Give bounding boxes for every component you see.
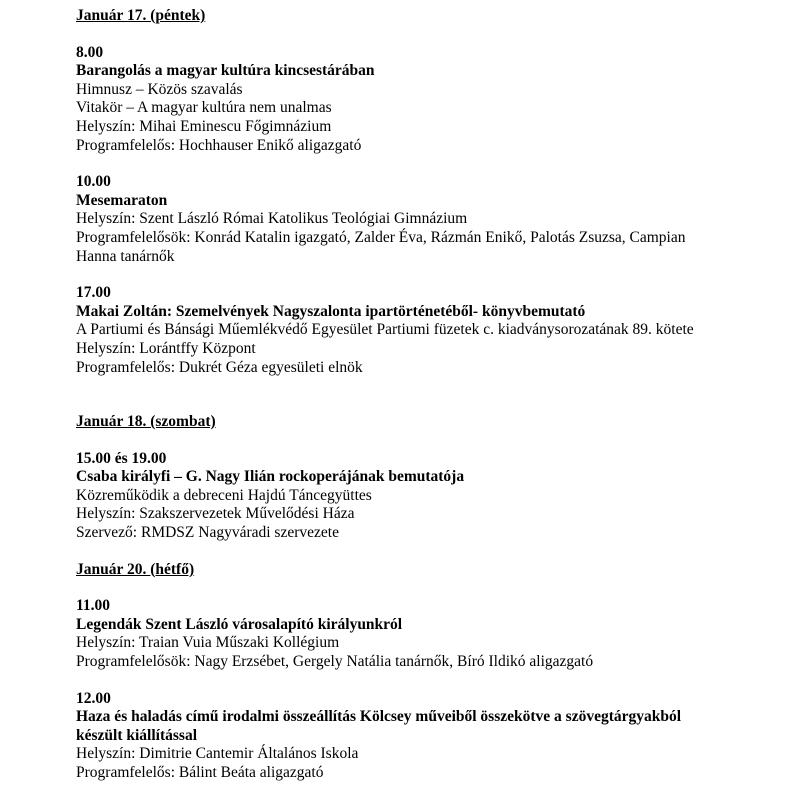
event-location: Helyszín: Szakszervezetek Művelődési Háza [76,505,355,523]
day-heading: Január 20. (hétfő) [76,560,195,578]
event-title: Makai Zoltán: Szemelvények Nagyszalonta ipartörténetéből- könyvbemutató [76,302,586,320]
day-heading: Január 18. (szombat) [76,413,216,431]
event-organizer: Programfelelősök: Konrád Katalin igazgató, Zalder Éva, Rázmán Enikő, Palotás Zsuzsa, Campian [76,228,686,246]
event-organizer: Programfelelős: Bálint Beáta aligazgató [76,764,324,781]
event-organizer-cont: Hanna tanárnők [76,247,175,265]
event-title: Mesemaraton [76,191,168,209]
event-location: Helyszín: Lorántffy Központ [76,339,256,357]
event-organizer: Programfelelős: Hochhauser Enikő aligazgató [76,136,362,154]
event-detail: Himnusz – Közös szavalás [76,80,243,98]
event-time: 17.00 [76,284,111,302]
event-time: 15.00 és 19.00 [76,449,167,467]
event-organizer: Szervező: RMDSZ Nagyváradi szervezete [76,524,339,542]
event-detail: Közreműködik a debreceni Hajdú Táncegyüttes [76,486,372,504]
program-document [76,7,786,783]
event-title: Csaba királyfi – G. Nagy Ilián rockoperájának bemutatója [76,468,465,486]
day-heading: Január 17. (péntek) [76,7,206,24]
event-location: Helyszín: Mihai Eminescu Főgimnázium [76,117,332,135]
event-detail: Vitakör – A magyar kultúra nem unalmas [76,99,332,117]
event-location: Helyszín: Traian Vuia Műszaki Kollégium [76,634,340,652]
event-organizer: Programfelelősök: Nagy Erzsébet, Gergely Natália tanárnők, Bíró Ildikó aligazgató [76,653,594,671]
event-title: Haza és haladás című irodalmi összeállítás Kölcsey műveiből összekötve a szövegtárgyakból [76,708,682,726]
event-title-cont: készült kiállítással [76,726,198,744]
event-detail: A Partiumi és Bánsági Műemlékvédő Egyesület Partiumi füzetek c. kiadványsorozatának 89. kötete [76,321,694,339]
event-title: Legendák Szent László városalapító királyunkról [76,615,403,633]
event-time: 10.00 [76,173,111,191]
event-time: 8.00 [76,43,104,61]
event-location: Helyszín: Dimitrie Cantemir Általános Iskola [76,745,359,763]
event-time: 12.00 [76,689,111,707]
event-title: Barangolás a magyar kultúra kincsestárában [76,62,375,80]
event-organizer: Programfelelős: Dukrét Géza egyesületi elnök [76,358,363,376]
event-location: Helyszín: Szent László Római Katolikus Teológiai Gimnázium [76,210,468,228]
event-time: 11.00 [76,597,111,615]
